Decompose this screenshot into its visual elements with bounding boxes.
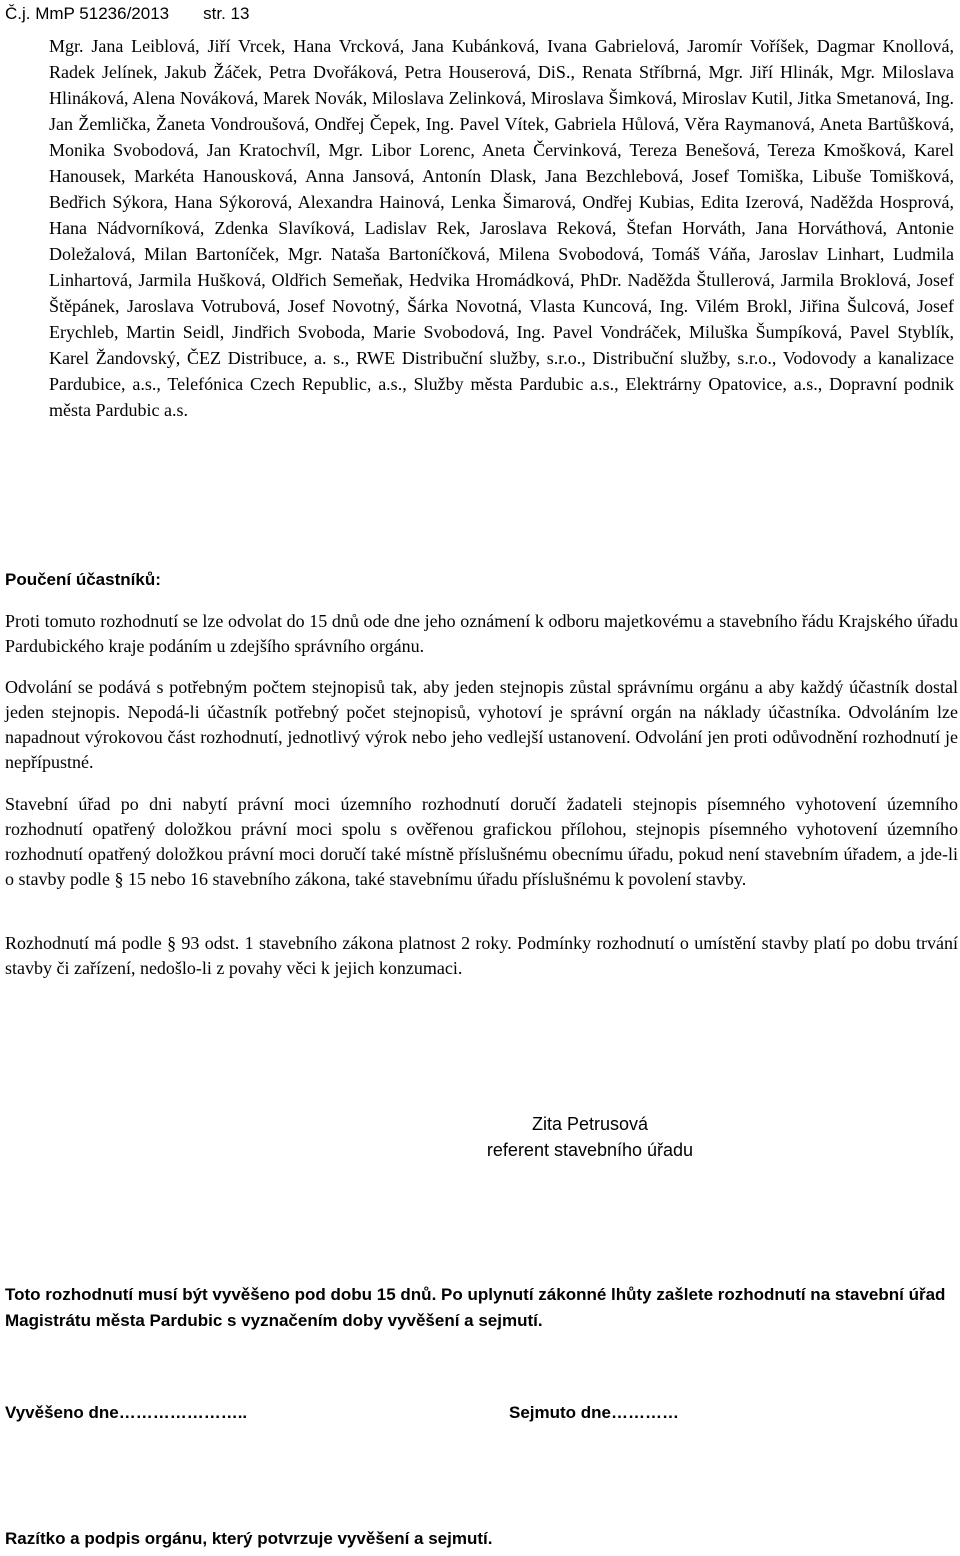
posting-notice: Toto rozhodnutí musí být vyvěšeno pod dobu 15 dnů. Po uplynutí zákonné lhůty zašlete rozhodnutí na stavební úřad Magistrátu města Pardubic s vyznačením doby vyvěšení a sejmutí. — [5, 1285, 946, 1330]
page-number: str. 13 — [203, 4, 250, 23]
stamp-signature-label: Razítko a podpis orgánu, který potvrzuje vyvěšení a sejmutí. — [5, 1529, 493, 1548]
signature-block — [440, 1111, 740, 1163]
appeal-copies-paragraph: Odvolání se podává s potřebným počtem stejnopisů tak, aby jeden stejnopis zůstal správnímu orgánu a aby každý účastník dostal jeden stejnopis. Nepodá-li účastník potřebný počet stejnopisů, vyhotoví je správní orgán na náklady účastníka. Odvoláním lze napadnout výrokovou část rozhodnutí, jednotlivý výrok nebo jeho vedlejší ustanovení. Odvolání jen proti odůvodnění rozhodnutí je nepřípustné. — [5, 677, 958, 772]
validity-paragraph: Rozhodnutí má podle § 93 odst. 1 stavebního zákona platnost 2 roky. Podmínky rozhodnutí o umístění stavby platí po dobu trvání stavby či zařízení, nedošlo-li z povahy věci k jejich konzumaci. — [5, 933, 958, 978]
page-header — [5, 4, 249, 24]
recipients-list: Mgr. Jana Leiblová, Jiří Vrcek, Hana Vrcková, Jana Kubánková, Ivana Gabrielová, Jaromír Voříšek, Dagmar Knollová, Radek Jelínek, Jakub Žáček, Petra Dvořáková, Petra Houserová, DiS., Renata Stříbrná, Mgr. Jiří Hlinák, Mgr. Miloslava Hlináková, Alena Nováková, Marek Novák, Miloslava Zelinková, Miroslava Šimková, Miroslav Kutil, Jitka Smetanová, Ing. Jan Žemlička, Žaneta Vondroušová, Ondřej Čepek, Ing. Pavel Vítek, Gabriela Hůlová, Věra Raymanová, Aneta Bartůšková, Monika Svobodová, Jan Kratochvíl, Mgr. Libor Lorenc, Aneta Červinková, Tereza Benešová, Tereza Kmošková, Karel Hanousek, Markéta Hanousková, Anna Jansová, Antonín Dlask, Jana Bezchlebová, Josef Tomiška, Libuše Tomišková, Bedřich Sýkora, Hana Sýkorová, Alexandra Hainová, Lenka Šimarová, Ondřej Kubias, Edita Izerová, Naděžda Hosprová, Hana Nádvorníková, Zdenka Slavíková, Ladislav Rek, Jaroslava Reková, Štefan Horváth, Jana Horváthová, Antonie Doležalová, Milan Bartoníček, Mgr. Nataša Bartoníčková, Milena Svobodová, Tomáš Váňa, Jaroslav Linhart, Ludmila Linhartová, Jarmila Hušková, Oldřich Semeňak, Hedvika Hromádková, PhDr. Naděžda Štullerová, Jarmila Broklová, Josef Štěpánek, Jaroslava Votrubová, Josef Novotný, Šárka Novotná, Vlasta Kuncová, Ing. Vilém Brokl, Jiřina Šulcová, Josef Erychleb, Martin Seidl, Jindřich Svoboda, Marie Svobodová, Ing. Pavel Vondráček, Miluška Šumpíková, Pavel Styblík, Karel Žandovský, ČEZ Distribuce, a. s., RWE Distribuční služby, s.r.o., Distribuční služby, s.r.o., Vodovody a kanalizace Pardubice, a.s., Telefónica Czech Republic, a.s., Služby města Pardubic a.s., Elektrárny Opatovice, a.s., Dopravní podnik města Pardubic a.s. — [49, 36, 954, 420]
signatory-name: Zita Petrusová — [531, 1114, 649, 1134]
signatory-role: referent stavebního úřadu — [486, 1140, 694, 1160]
legal-force-paragraph: Stavební úřad po dni nabytí právní moci územního rozhodnutí doručí žadateli stejnopis písemného vyhotovení územního rozhodnutí opatřený doložkou právní moci spolu s ověřenou grafickou přílohou, stejnopis písemného vyhotovení územního rozhodnutí opatřený doložkou právní moci doručí také místně příslušnému obecnímu úřadu, pokud není stavebním úřadem, a jde-li o stavby podle § 15 nebo 16 stavebního zákona, také stavebnímu úřadu příslušnému k povolení stavby. — [5, 794, 958, 889]
instructions-title: Poučení účastníků: — [5, 570, 161, 589]
posted-date-field: Vyvěšeno dne………………….. — [5, 1403, 248, 1422]
removed-date-field: Sejmuto dne………… — [509, 1403, 680, 1422]
case-number: Č.j. MmP 51236/2013 — [5, 4, 170, 23]
appeal-paragraph: Proti tomuto rozhodnutí se lze odvolat do 15 dnů ode dne jeho oznámení k odboru majetkovému a stavebního řádu Krajského úřadu Pardubického kraje podáním u zdejšího správního orgánu. — [5, 611, 958, 656]
